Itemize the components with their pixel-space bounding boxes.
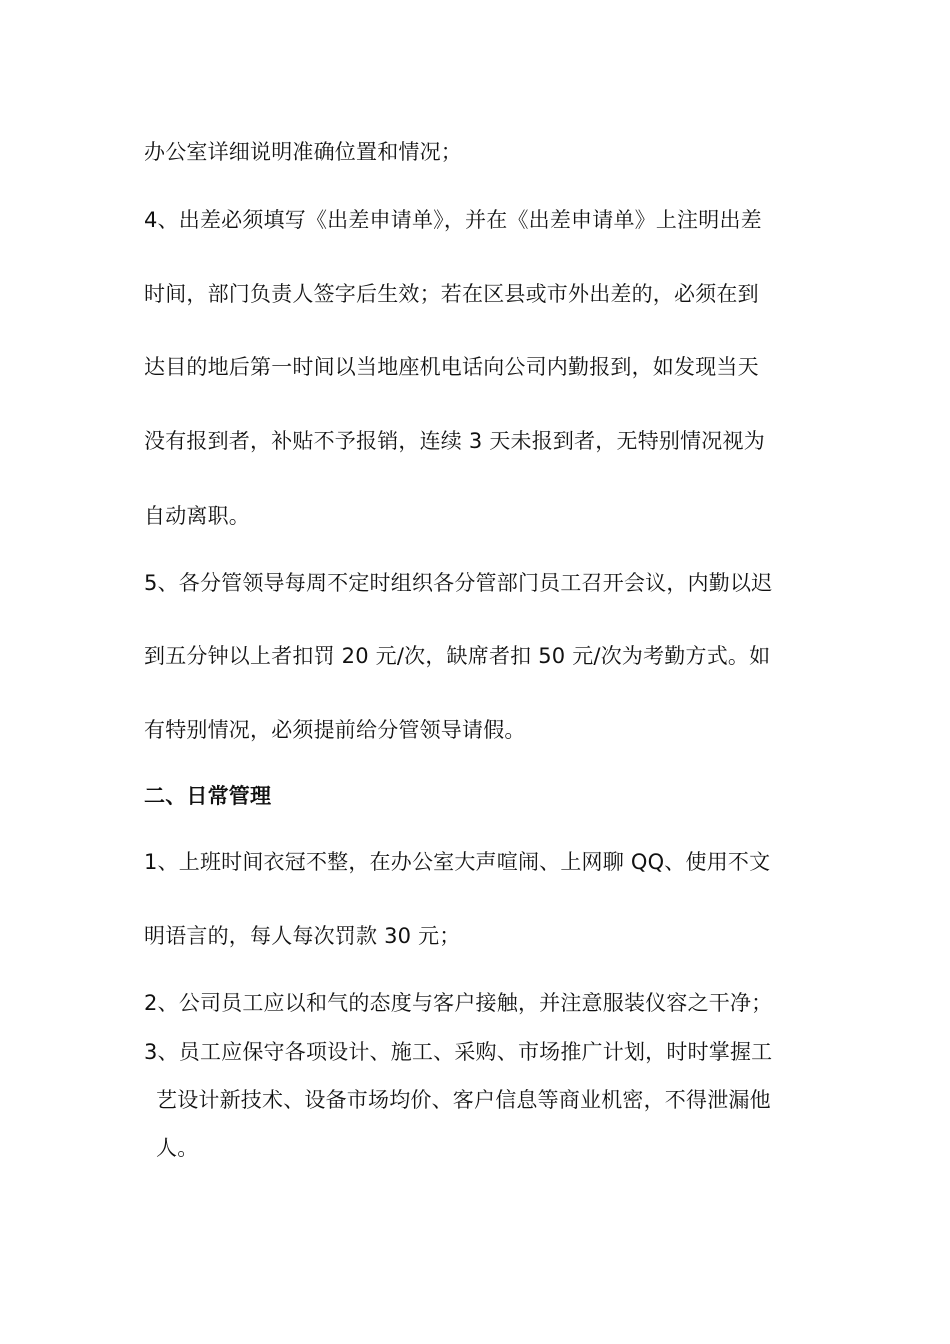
paragraph-line: 人。 — [156, 1136, 199, 1160]
paragraph-line: 明语言的，每人每次罚款 30 元； — [144, 924, 461, 948]
paragraph-line: 4、出差必须填写《出差申请单》，并在《出差申请单》上注明出差 — [144, 208, 762, 232]
paragraph-line: 没有报到者，补贴不予报销，连续 3 天未报到者，无特别情况视为 — [144, 429, 765, 453]
paragraph-line: 1、上班时间衣冠不整，在办公室大声喧闹、上网聊 QQ、使用不文 — [144, 850, 771, 874]
paragraph-line: 3、员工应保守各项设计、施工、采购、市场推广计划，时时掌握工 — [144, 1040, 773, 1064]
paragraph-line: 5、各分管领导每周不定时组织各分管部门员工召开会议，内勤以迟 — [144, 571, 773, 595]
paragraph-line: 时间，部门负责人签字后生效；若在区县或市外出差的，必须在到 — [144, 282, 759, 306]
paragraph-line: 到五分钟以上者扣罚 20 元/次，缺席者扣 50 元/次为考勤方式。如 — [144, 644, 771, 668]
paragraph-line: 艺设计新技术、设备市场均价、客户信息等商业机密，不得泄漏他 — [156, 1088, 771, 1112]
paragraph-line: 自动离职。 — [144, 504, 250, 528]
section-heading: 二、日常管理 — [144, 784, 272, 808]
paragraph-line: 办公室详细说明准确位置和情况； — [144, 140, 462, 164]
paragraph-line: 有特别情况，必须提前给分管领导请假。 — [144, 718, 526, 742]
paragraph-line: 2、公司员工应以和气的态度与客户接触，并注意服装仪容之干净； — [144, 991, 773, 1015]
paragraph-line: 达目的地后第一时间以当地座机电话向公司内勤报到，如发现当天 — [144, 355, 759, 379]
